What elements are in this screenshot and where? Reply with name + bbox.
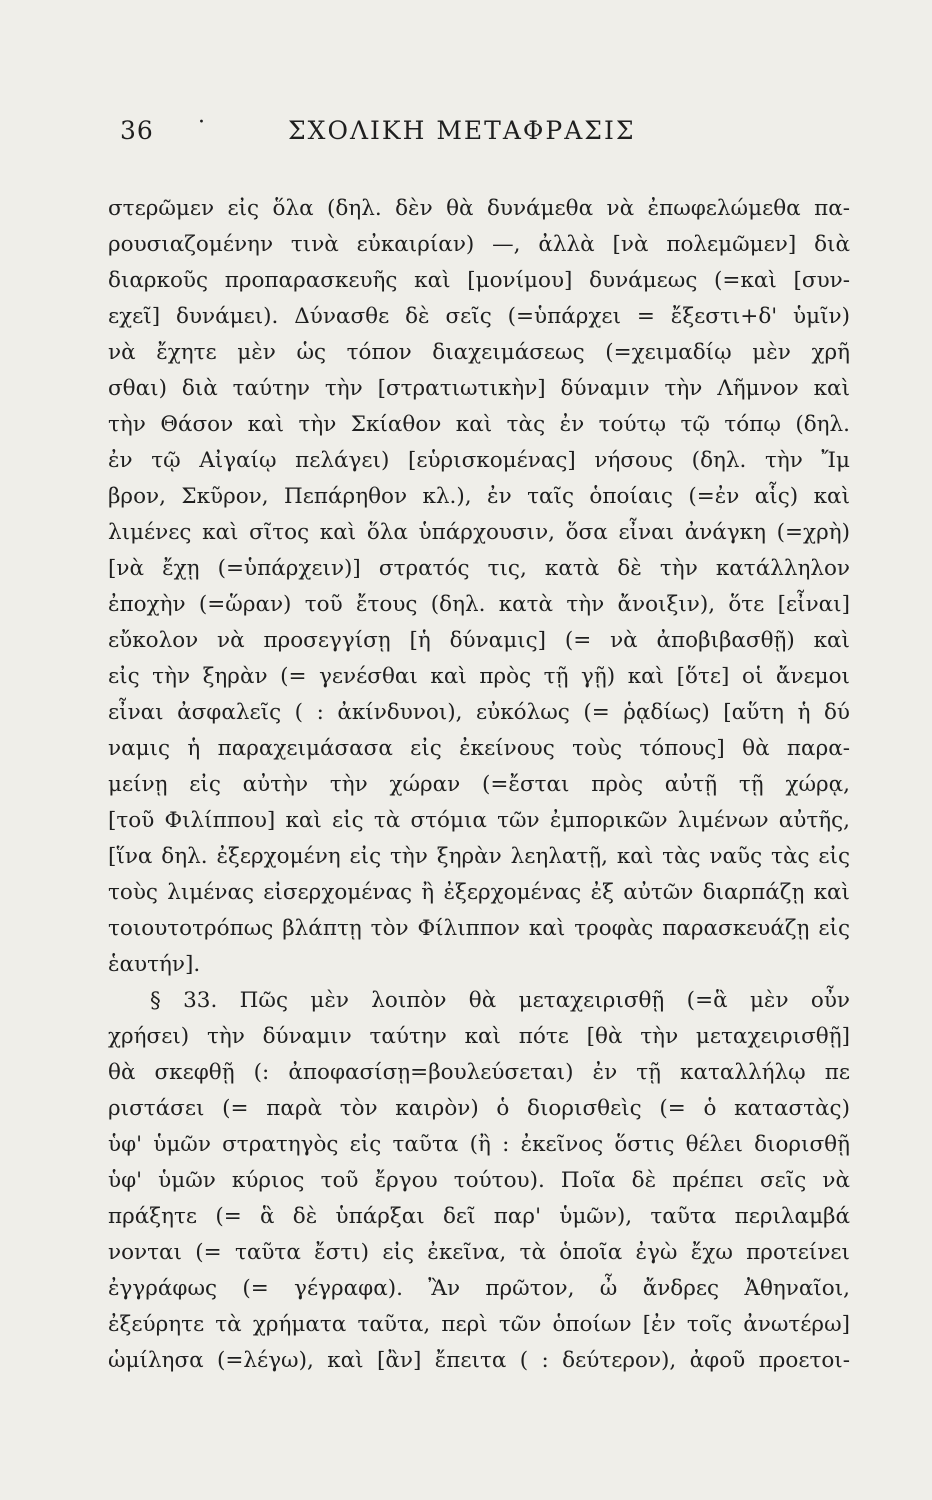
- text-line: ἐγγράφως (= γέγραφα). Ἂν πρῶτον, ὦ ἄνδρες Ἀθηναῖοι,: [108, 1276, 850, 1301]
- text-line: [νὰ ἔχῃ (=ὑπάρχειν)] στρατός τις, κατὰ δὲ τὴν κατάλληλον: [108, 556, 850, 581]
- text-line: [ἵνα δηλ. ἐξερχομένη εἰς τὴν ξηρὰν λεηλατῇ, καὶ τὰς ναῦς τὰς εἰς: [108, 844, 850, 869]
- text-line: ὑφ' ὑμῶν στρατηγὸς εἰς ταῦτα (ἢ : ἐκεῖνος ὅστις θέλει διορισθῇ: [108, 1132, 850, 1157]
- text-line: ἐποχὴν (=ὥραν) τοῦ ἔτους (δηλ. κατὰ τὴν ἄνοιξιν), ὅτε [εἶναι]: [108, 592, 850, 617]
- text-line: σθαι) διὰ ταύτην τὴν [στρατιωτικὴν] δύναμιν τὴν Λῆμνον καὶ: [108, 376, 850, 401]
- text-line: εὔκολον νὰ προσεγγίσῃ [ἡ δύναμις] (= νὰ ἀποβιβασθῇ) καὶ: [108, 628, 850, 653]
- text-line: νονται (= ταῦτα ἔστι) εἰς ἐκεῖνα, τὰ ὁποῖα ἐγὼ ἔχω προτείνει: [108, 1240, 850, 1265]
- text-line: ριστάσει (= παρὰ τὸν καιρὸν) ὁ διορισθεὶς (= ὁ καταστὰς): [108, 1096, 850, 1121]
- text-line: τοιουτοτρόπως βλάπτῃ τὸν Φίλιππον καὶ τροφὰς παρασκευάζῃ εἰς: [108, 916, 850, 941]
- text-line: ἐν τῷ Αἰγαίῳ πελάγει) [εὑρισκομένας] νήσους (δηλ. τὴν Ἴμ: [108, 448, 850, 473]
- text-line: τοὺς λιμένας εἰσερχομένας ἢ ἐξερχομένας ἐξ αὐτῶν διαρπάζῃ καὶ: [108, 880, 850, 905]
- text-line: ὑφ' ὑμῶν κύριος τοῦ ἔργου τούτου). Ποῖα δὲ πρέπει σεῖς νὰ: [108, 1168, 850, 1193]
- text-line: τὴν Θάσον καὶ τὴν Σκίαθον καὶ τὰς ἐν τούτῳ τῷ τόπῳ (δηλ.: [108, 412, 850, 437]
- text-line: διαρκοῦς προπαρασκευῆς καὶ [μονίμου] δυνάμεως (=καὶ [συν-: [108, 268, 850, 293]
- text-line: ναμις ἡ παραχειμάσασα εἰς ἐκείνους τοὺς τόπους] θὰ παρα-: [108, 736, 850, 761]
- header-separator: ·: [198, 110, 206, 135]
- text-line: λιμένες καὶ σῖτος καὶ ὅλα ὑπάρχουσιν, ὅσα εἶναι ἀνάγκη (=χρὴ): [108, 520, 850, 545]
- section-heading-line: § 33. Πῶς μὲν λοιπὸν θὰ μεταχειρισθῇ (=ἃ μὲν οὖν: [150, 988, 850, 1013]
- text-line: εἶναι ἀσφαλεῖς ( : ἀκίνδυνοι), εὐκόλως (= ῥᾳδίως) [αὕτη ἡ δύ: [108, 700, 850, 725]
- text-line: μείνῃ εἰς αὐτὴν τὴν χώραν (=ἔσται πρὸς αὐτῇ τῇ χώρᾳ,: [108, 772, 850, 797]
- text-line: εχεῖ] δυνάμει). Δύνασθε δὲ σεῖς (=ὑπάρχει = ἔξεστι+δ' ὑμῖν): [108, 304, 850, 329]
- text-line: θὰ σκεφθῇ (: ἀποφασίσῃ=βουλεύσεται) ἐν τῇ καταλλήλῳ πε: [108, 1060, 850, 1085]
- text-line: ὡμίλησα (=λέγω), καὶ [ἂν] ἔπειτα ( : δεύτερον), ἀφοῦ προετοι-: [108, 1348, 850, 1373]
- text-line: εἰς τὴν ξηρὰν (= γενέσθαι καὶ πρὸς τῇ γῇ) καὶ [ὅτε] οἱ ἄνεμοι: [108, 664, 850, 689]
- text-line: στερῶμεν εἰς ὅλα (δηλ. δὲν θὰ δυνάμεθα νὰ ἐπωφελώμεθα πα-: [108, 196, 850, 221]
- text-line: νὰ ἔχητε μὲν ὡς τόπον διαχειμάσεως (=χειμαδίῳ μὲν χρῆ: [108, 340, 850, 365]
- page-header: [120, 110, 820, 156]
- running-title: ΣΧΟΛΙΚΗ ΜΕΤΑΦΡΑΣΙΣ: [288, 116, 636, 145]
- text-line: [τοῦ Φιλίππου] καὶ εἰς τὰ στόμια τῶν ἐμπορικῶν λιμένων αὐτῆς,: [108, 808, 850, 833]
- text-line: πράξητε (= ἃ δὲ ὑπάρξαι δεῖ παρ' ὑμῶν), ταῦτα περιλαμβά: [108, 1204, 850, 1229]
- text-line: ἑαυτήν].: [108, 952, 201, 977]
- page-number: 36: [120, 116, 154, 145]
- text-line: ἐξεύρητε τὰ χρήματα ταῦτα, περὶ τῶν ὁποίων [ἐν τοῖς ἀνωτέρω]: [108, 1312, 850, 1337]
- text-line: ρουσιαζομένην τινὰ εὐκαιρίαν) —, ἀλλὰ [νὰ πολεμῶμεν] διὰ: [108, 232, 850, 257]
- text-line: βρον, Σκῦρον, Πεπάρηθον κλ.), ἐν ταῖς ὁποίαις (=ἐν αἷς) καὶ: [108, 484, 850, 509]
- text-line: χρήσει) τὴν δύναμιν ταύτην καὶ πότε [θὰ τὴν μεταχειρισθῇ]: [108, 1024, 850, 1049]
